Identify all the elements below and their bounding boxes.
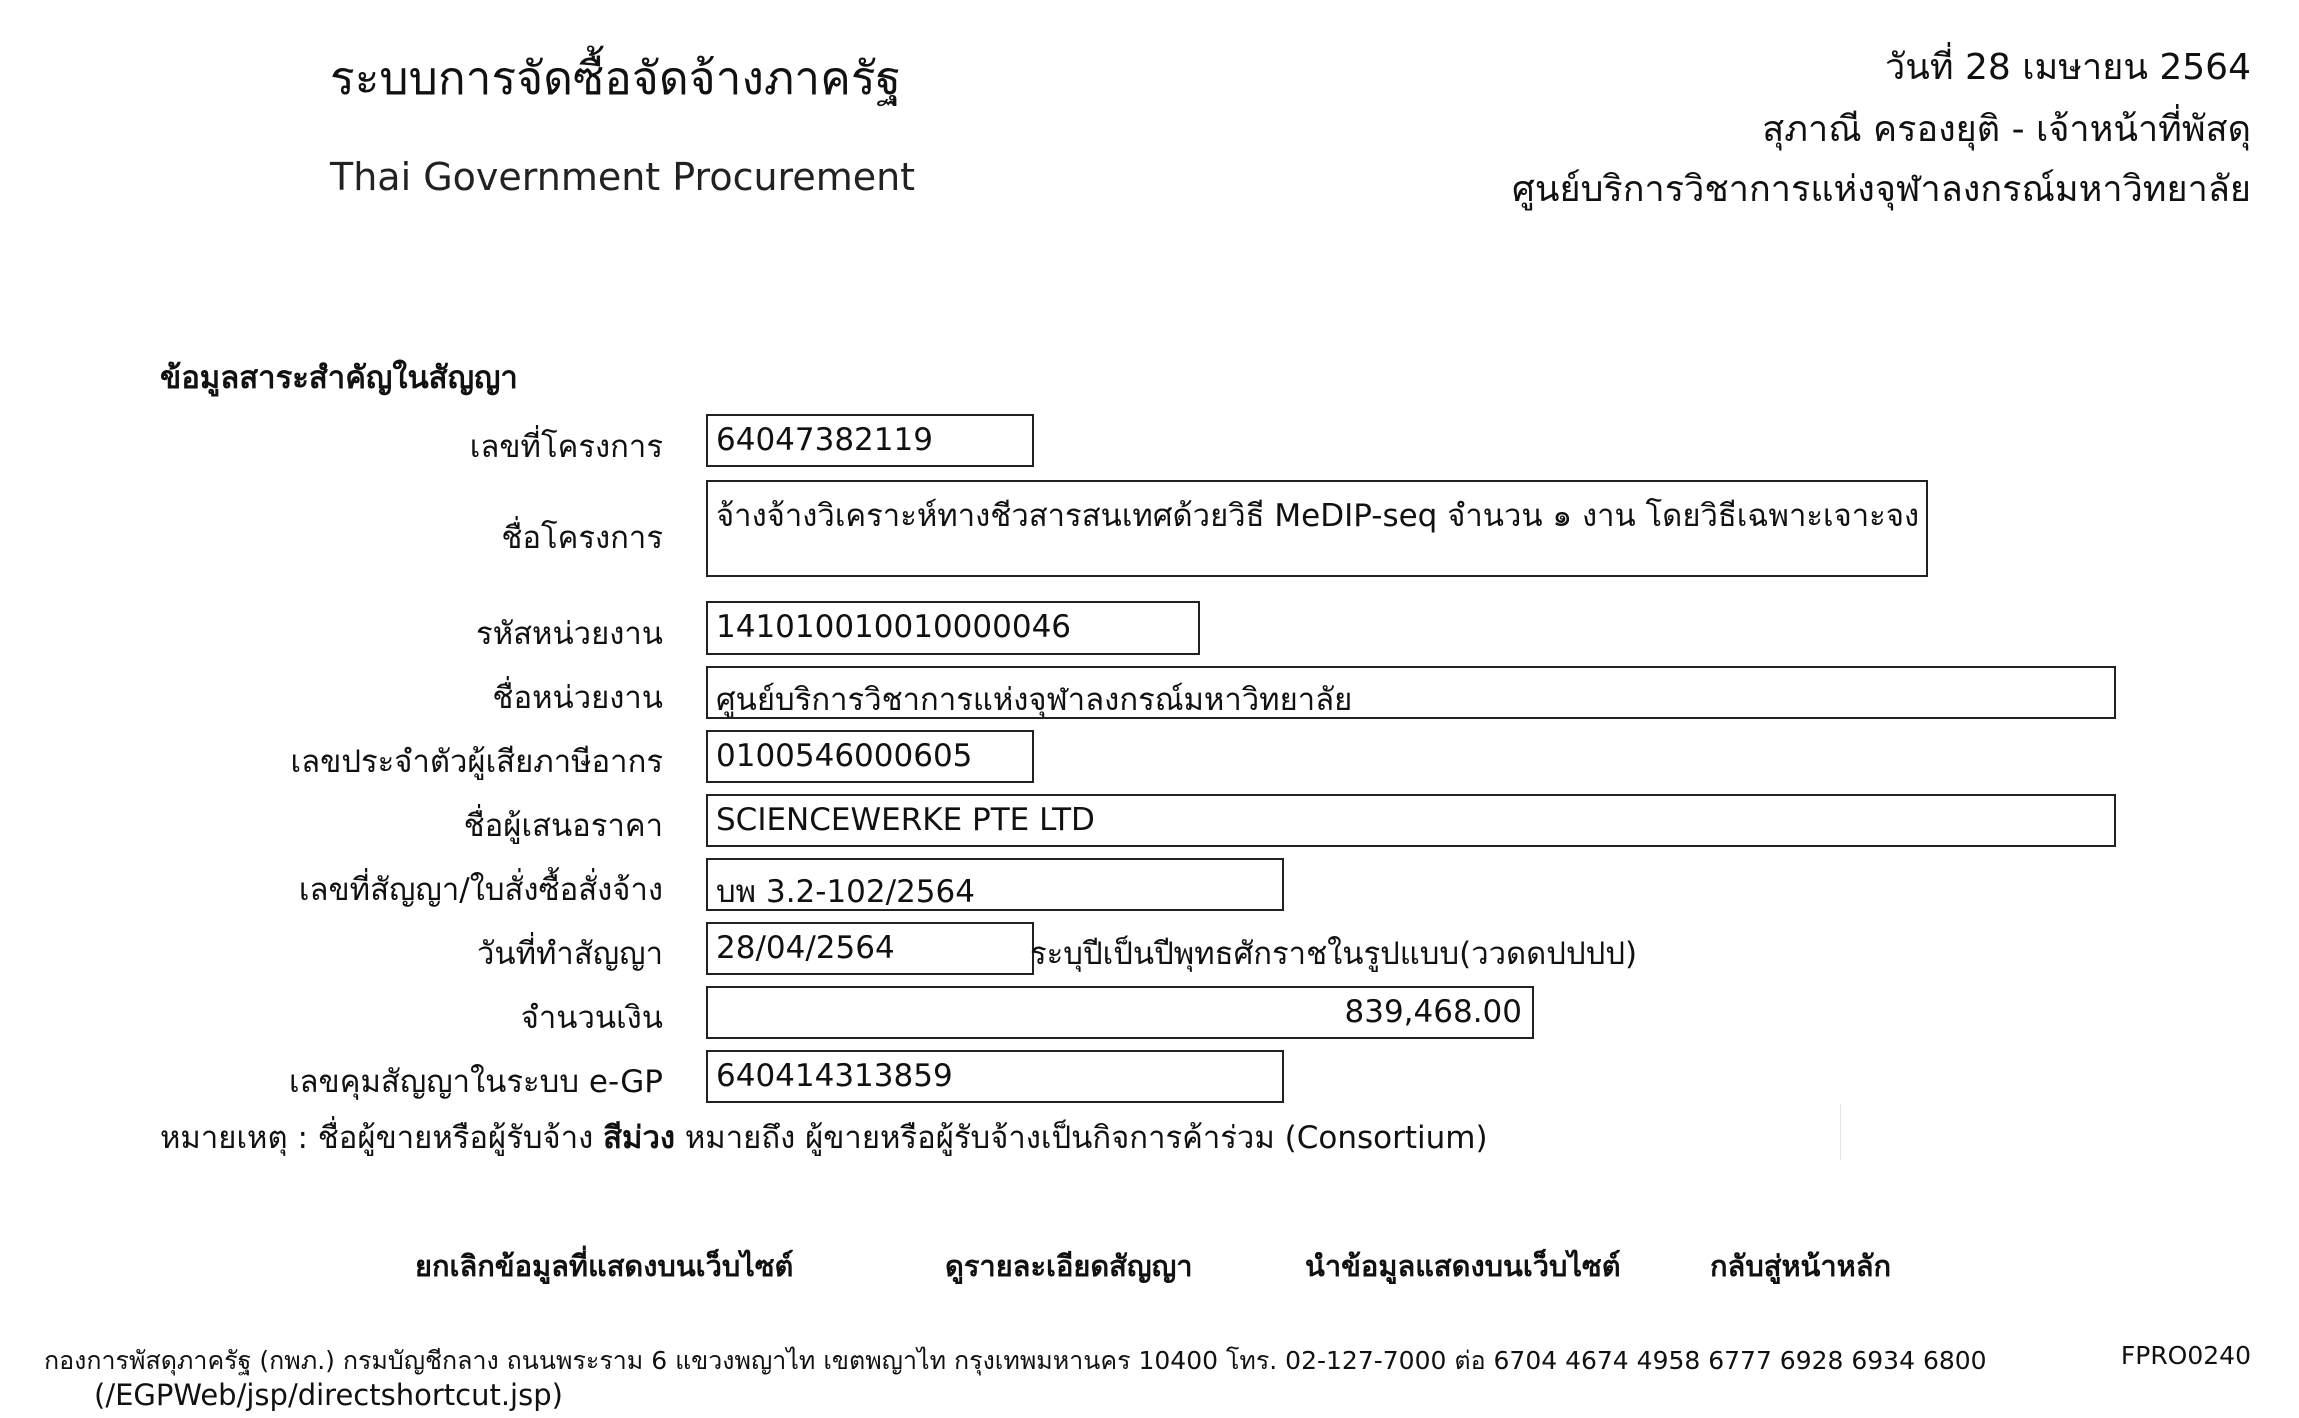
header-user: สุภาณี ครองยุติ - เจ้าหน้าที่พัสดุ [1762, 109, 2251, 150]
cancel-display-button[interactable]: ยกเลิกข้อมูลที่แสดงบนเว็บไซต์ [415, 1249, 794, 1283]
header-date: วันที่ 28 เมษายน 2564 [1885, 47, 2251, 88]
amount-field[interactable]: 839,468.00 [706, 986, 1534, 1039]
section-title: ข้อมูลสาระสำคัญในสัญญา [160, 360, 518, 396]
contract-no-label: เลขที่สัญญา/ใบสั่งซื้อสั่งจ้าง [298, 872, 663, 908]
footer-path: (/EGPWeb/jsp/directshortcut.jsp) [94, 1378, 563, 1412]
contract-date-hint: ระบุปีเป็นปีพุทธศักราชในรูปแบบ(ววดดปปปป) [1030, 936, 1638, 972]
amount-label: จำนวนเงิน [520, 1000, 663, 1036]
note-highlight: สีม่วง [603, 1120, 676, 1156]
system-subtitle: Thai Government Procurement [330, 155, 916, 199]
note [160, 1112, 1488, 1162]
footer-address: กองการพัสดุภาครัฐ (กพภ.) กรมบัญชีกลาง ถนนพระราม 6 แขวงพญาไท เขตพญาไท กรุงเทพมหานคร 10400 โทร. 02-127-7000 ต่อ 6704 4674 4958 6777 6928 6934 6800 [44, 1346, 1987, 1375]
project-no-label: เลขที่โครงการ [469, 429, 663, 465]
contract-date-field[interactable]: 28/04/2564 [706, 922, 1034, 975]
contract-date-label: วันที่ทำสัญญา [476, 936, 663, 972]
bidder-name-field[interactable]: SCIENCEWERKE PTE LTD [706, 794, 2116, 847]
bidder-name-label: ชื่อผู้เสนอราคา [463, 808, 663, 844]
footer-code: FPRO0240 [2120, 1341, 2251, 1370]
tax-id-label: เลขประจำตัวผู้เสียภาษีอากร [290, 744, 663, 780]
system-title: ระบบการจัดซื้อจัดจ้างภาครัฐ [330, 51, 901, 105]
egp-control-no-field[interactable]: 640414313859 [706, 1050, 1284, 1103]
divider [1840, 1104, 1841, 1160]
note-suffix: หมายถึง ผู้ขายหรือผู้รับจ้างเป็นกิจการค้าร่วม (Consortium) [684, 1120, 1488, 1156]
agency-name-label: ชื่อหน่วยงาน [492, 680, 663, 716]
tax-id-field[interactable]: 0100546000605 [706, 730, 1034, 783]
publish-button[interactable]: นำข้อมูลแสดงบนเว็บไซต์ [1305, 1249, 1621, 1283]
egp-control-no-label: เลขคุมสัญญาในระบบ e-GP [288, 1064, 663, 1100]
view-details-button[interactable]: ดูรายละเอียดสัญญา [945, 1249, 1193, 1283]
project-name-field[interactable]: จ้างจ้างวิเคราะห์ทางชีวสารสนเทศด้วยวิธี MeDIP-seq จำนวน ๑ งาน โดยวิธีเฉพาะเจาะจง [706, 480, 1928, 577]
note-prefix: หมายเหตุ : ชื่อผู้ขายหรือผู้รับจ้าง [160, 1120, 594, 1156]
project-name-label: ชื่อโครงการ [501, 520, 663, 556]
agency-code-field[interactable]: 141010010010000046 [706, 601, 1200, 655]
contract-no-field[interactable]: บพ 3.2-102/2564 [706, 858, 1284, 911]
project-no-field[interactable]: 64047382119 [706, 414, 1034, 467]
agency-name-field[interactable]: ศูนย์บริการวิชาการแห่งจุฬาลงกรณ์มหาวิทยาลัย [706, 666, 2116, 719]
agency-code-label: รหัสหน่วยงาน [476, 616, 663, 652]
back-home-button[interactable]: กลับสู่หน้าหลัก [1710, 1249, 1892, 1283]
header-organization: ศูนย์บริการวิชาการแห่งจุฬาลงกรณ์มหาวิทยาลัย [1512, 169, 2251, 210]
